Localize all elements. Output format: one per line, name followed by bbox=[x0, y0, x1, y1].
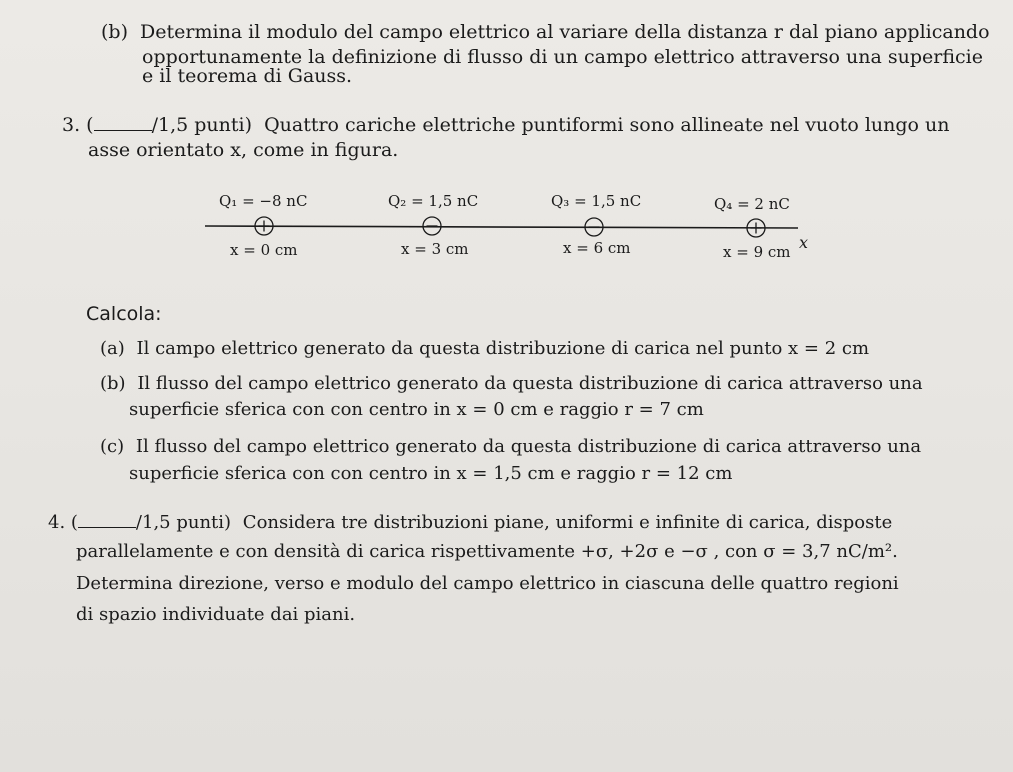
q4-number: 4. ( bbox=[48, 512, 78, 533]
q3c-line-2 bbox=[129, 462, 732, 486]
x-axis-line bbox=[205, 226, 798, 228]
q3c-label: (c) bbox=[100, 436, 125, 457]
q4-score-blank[interactable] bbox=[78, 511, 136, 528]
q4-text-2: parallelamente e con densità di carica rispettivamente +σ, +2σ e −σ , con σ = 3,7 nC/m². bbox=[76, 541, 898, 562]
axis-x-label: x bbox=[799, 233, 809, 252]
q3b-text-2: superficie sferica con con centro in x = 0 cm e raggio r = 7 cm bbox=[129, 399, 704, 420]
q3b-line-2 bbox=[129, 398, 704, 422]
q4-text-4: di spazio individuate dai piani. bbox=[76, 604, 356, 625]
charge-q3-label: Q₃ = 1,5 nC bbox=[551, 192, 642, 210]
q4-text-3: Determina direzione, verso e modulo del campo elettrico in ciascuna delle quattro regioni bbox=[76, 573, 899, 594]
charge-q3-position: x = 6 cm bbox=[563, 239, 631, 257]
charge-q2-position: x = 3 cm bbox=[401, 240, 469, 258]
q4-line-1 bbox=[48, 511, 892, 535]
charge-q4-position: x = 9 cm bbox=[723, 243, 791, 261]
q3c-text-2: superficie sferica con con centro in x = 1,5 cm e raggio r = 12 cm bbox=[129, 463, 733, 484]
q3b-text-1: Il flusso del campo elettrico generato da questa distribuzione di carica attraverso una bbox=[137, 373, 923, 394]
q4-text-1: Considera tre distribuzioni piane, uniformi e infinite di carica, disposte bbox=[242, 512, 893, 533]
q2b-text-3: e il teorema di Gauss. bbox=[142, 65, 353, 87]
q4-points: /1,5 punti) bbox=[135, 512, 232, 533]
q3-text-1: Quattro cariche elettriche puntiformi sono allineate nel vuoto lungo un bbox=[264, 114, 950, 136]
charge-q1-label: Q₁ = −8 nC bbox=[219, 192, 308, 210]
q4-line-3 bbox=[76, 572, 899, 596]
q2b-label: (b) bbox=[101, 21, 128, 43]
q3b-label: (b) bbox=[100, 373, 126, 394]
calcola-text: Calcola: bbox=[86, 303, 162, 325]
charge-q2-label: Q₂ = 1,5 nC bbox=[388, 192, 479, 210]
q2b-text-1: Determina il modulo del campo elettrico al variare della distanza r dal piano applicando bbox=[140, 21, 990, 43]
q2b-text-2: opportunamente la definizione di flusso di un campo elettrico attraverso una superficie bbox=[142, 46, 983, 68]
q3c-line-1 bbox=[100, 435, 921, 459]
q3-points: /1,5 punti) bbox=[151, 114, 253, 136]
q3c-text-1: Il flusso del campo elettrico generato da questa distribuzione di carica attraverso una bbox=[135, 436, 922, 457]
q3a-line-1 bbox=[100, 337, 869, 361]
q3-text-2: asse orientato x, come in figura. bbox=[88, 139, 399, 161]
calcola-heading bbox=[86, 302, 162, 326]
q4-line-2 bbox=[76, 540, 898, 564]
q3b-line-1 bbox=[100, 372, 923, 396]
q3a-text-1: Il campo elettrico generato da questa distribuzione di carica nel punto x = 2 cm bbox=[136, 338, 870, 359]
q4-line-4 bbox=[76, 603, 355, 627]
charge-q1-position: x = 0 cm bbox=[230, 241, 298, 259]
charge-q4-label: Q₄ = 2 nC bbox=[714, 195, 790, 213]
q3a-label: (a) bbox=[100, 338, 125, 359]
q3-number: 3. ( bbox=[62, 114, 94, 136]
